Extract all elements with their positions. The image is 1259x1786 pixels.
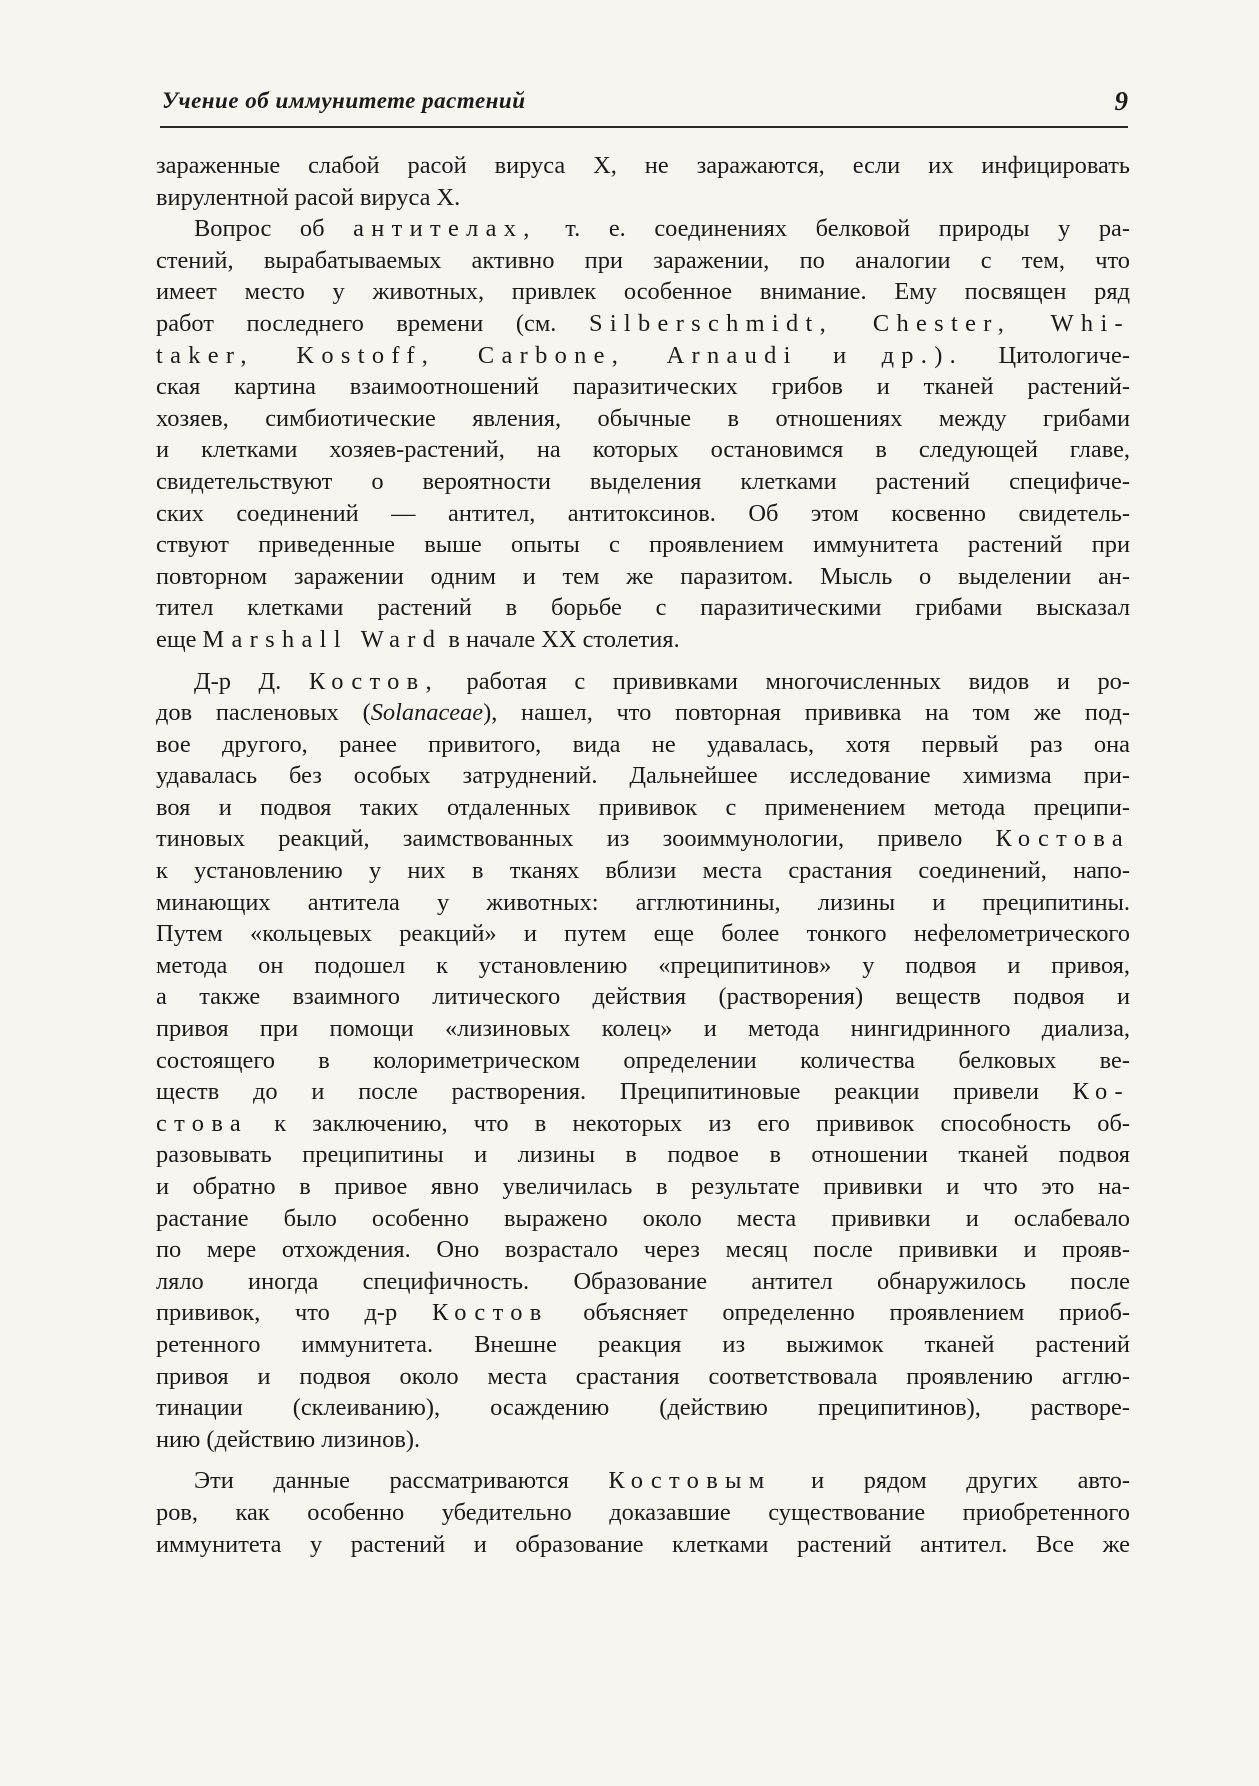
page-header [160,86,1128,128]
spaced-term: Костов, [308,667,439,695]
latin-term: Solanaceae [370,699,484,727]
text-line: Эти данные рассматриваются Костовым и рядом других авто- [194,1467,1130,1495]
text-line: ская картина взаимоотношений паразитических грибов и тканей растений- [156,373,1130,401]
text-line: стова к заключению, что в некоторых из его прививок способность об- [156,1109,1130,1137]
text-line: разовывать преципитины и лизины в подвое в отношении тканей подвоя [156,1141,1130,1169]
text-line: свидетельствуют о вероятности выделения клетками растений специфиче- [156,467,1130,495]
paragraph-gap [156,656,1130,666]
running-title: Учение об иммунитете растений [162,88,526,113]
text-line: ров, как особенно убедительно доказавшие существование приобретенного [156,1498,1130,1526]
text-line: стений, вырабатываемых активно при заражении, по аналогии с тем, что [156,246,1130,274]
text-line: иммунитета у растений и образование клетками растений антител. Все же [156,1530,1130,1558]
spaced-term: Костовым [608,1467,772,1495]
text-line: привоя и подвоя около места срастания соответствовала проявлению агглю- [156,1362,1130,1390]
text-line: прививок, что д-р Костов объясняет определенно проявлением приоб- [156,1299,1130,1327]
text-line: минающих антитела у животных: агглютинины, лизины и преципитины. [156,888,1130,916]
text-line: и обратно в привое явно увеличилась в результате прививки и что это на- [156,1173,1130,1200]
paragraph-4 [156,1465,1130,1560]
text-line: хозяев, симбиотические явления, обычные в отношениях между грибами [156,404,1130,432]
spaced-term: Ко- [1072,1078,1130,1106]
text-line: а также взаимного литического действия (растворения) веществ подвоя и [156,983,1130,1011]
text-line: taker, Kostoff, Carbone, Arnaudi и др.). Цитологиче- [156,341,1130,369]
text-line: ляло иногда специфичность. Образование антител обнаружилось после [156,1267,1130,1295]
text-line: ретенного иммунитета. Внешне реакция из выжимок тканей растений [156,1330,1130,1358]
text-line: работ последнего времени (см. Silberschmidt, Chester, Whi- [156,309,1130,337]
text-line: имеет место у животных, привлек особенное внимание. Ему посвящен ряд [156,278,1130,306]
text-line: ствуют приведенные выше опыты с проявлением иммунитета растений при [156,531,1130,559]
spaced-term: Marshall Ward [202,625,443,653]
text-line: привоя при помощи «лизиновых колец» и метода нингидринного диализа, [156,1015,1130,1043]
text-line: зараженные слабой расой вируса X, не заражаются, если их инфицировать [156,152,1130,179]
text-line: по мере отхождения. Оно возрастало через месяц после прививки и прояв- [156,1236,1130,1264]
text-line: тител клетками растений в борьбе с паразитическими грибами высказал [156,594,1130,622]
text-line: ских соединений — антител, антитоксинов. Об этом косвенно свидетель- [156,499,1130,527]
text-line: нию (действию лизинов). [156,1425,421,1453]
text-line: к установлению у них в тканях вблизи места срастания соединений, напо- [156,857,1130,885]
text-line: Д-р Д. Костов, работая с прививками многочисленных видов и ро- [194,667,1130,695]
text-line: вое другого, ранее привитого, вида не удавалась, хотя первый раз она [156,730,1130,758]
spaced-term: антителах, [353,215,537,243]
text-line: Вопрос об антителах, т. е. соединениях белковой природы у ра- [194,215,1130,243]
paragraph-2 [156,213,1130,655]
page-number: 9 [1114,86,1128,116]
text-line: и клетками хозяев-растений, на которых остановимся в следующей главе, [156,436,1130,464]
text-line: метода он подошел к установлению «преципитинов» у подвоя и привоя, [156,951,1130,979]
paragraph-gap [156,1455,1130,1465]
paragraph-1 [156,150,1130,213]
spaced-term: стова [156,1109,248,1137]
text-line: удавалась без особых затруднений. Дальнейшее исследование химизма при- [156,762,1130,790]
spaced-term: Костова [995,825,1130,853]
text-line: тинации (склеиванию), осаждению (действию преципитинов), растворе- [156,1394,1130,1422]
text-line: повторном заражении одним и тем же паразитом. Мысль о выделении ан- [156,562,1130,590]
spaced-term: Костов [431,1299,549,1327]
spaced-term: taker, Kostoff, Carbone, Arnaudi [156,341,798,369]
text-line: воя и подвоя таких отдаленных прививок с применением метода преципи- [156,793,1130,821]
spaced-term: др.). [881,341,964,369]
paragraph-3 [156,666,1130,1456]
text-line: состоящего в колориметрическом определении количества белковых ве- [156,1046,1130,1074]
text-line: еще Marshall Ward в начале XX столетия. [156,625,680,653]
text-line: вирулентной расой вируса X. [156,183,461,211]
body-text [156,150,1130,1560]
text-line: тиновых реакций, заимствованных из зооиммунологии, привело Костова [156,825,1130,853]
text-line: ществ до и после растворения. Преципитиновые реакции привели Ко- [156,1078,1130,1106]
text-line: дов пасленовых (Solanaceae), нашел, что повторная прививка на том же под- [156,699,1130,727]
text-line: растание было особенно выражено около места прививки и ослабевало [156,1204,1130,1232]
spaced-term: Silberschmidt, Chester, Whi- [588,309,1130,337]
text-line: Путем «кольцевых реакций» и путем еще более тонкого нефелометрического [156,920,1130,948]
